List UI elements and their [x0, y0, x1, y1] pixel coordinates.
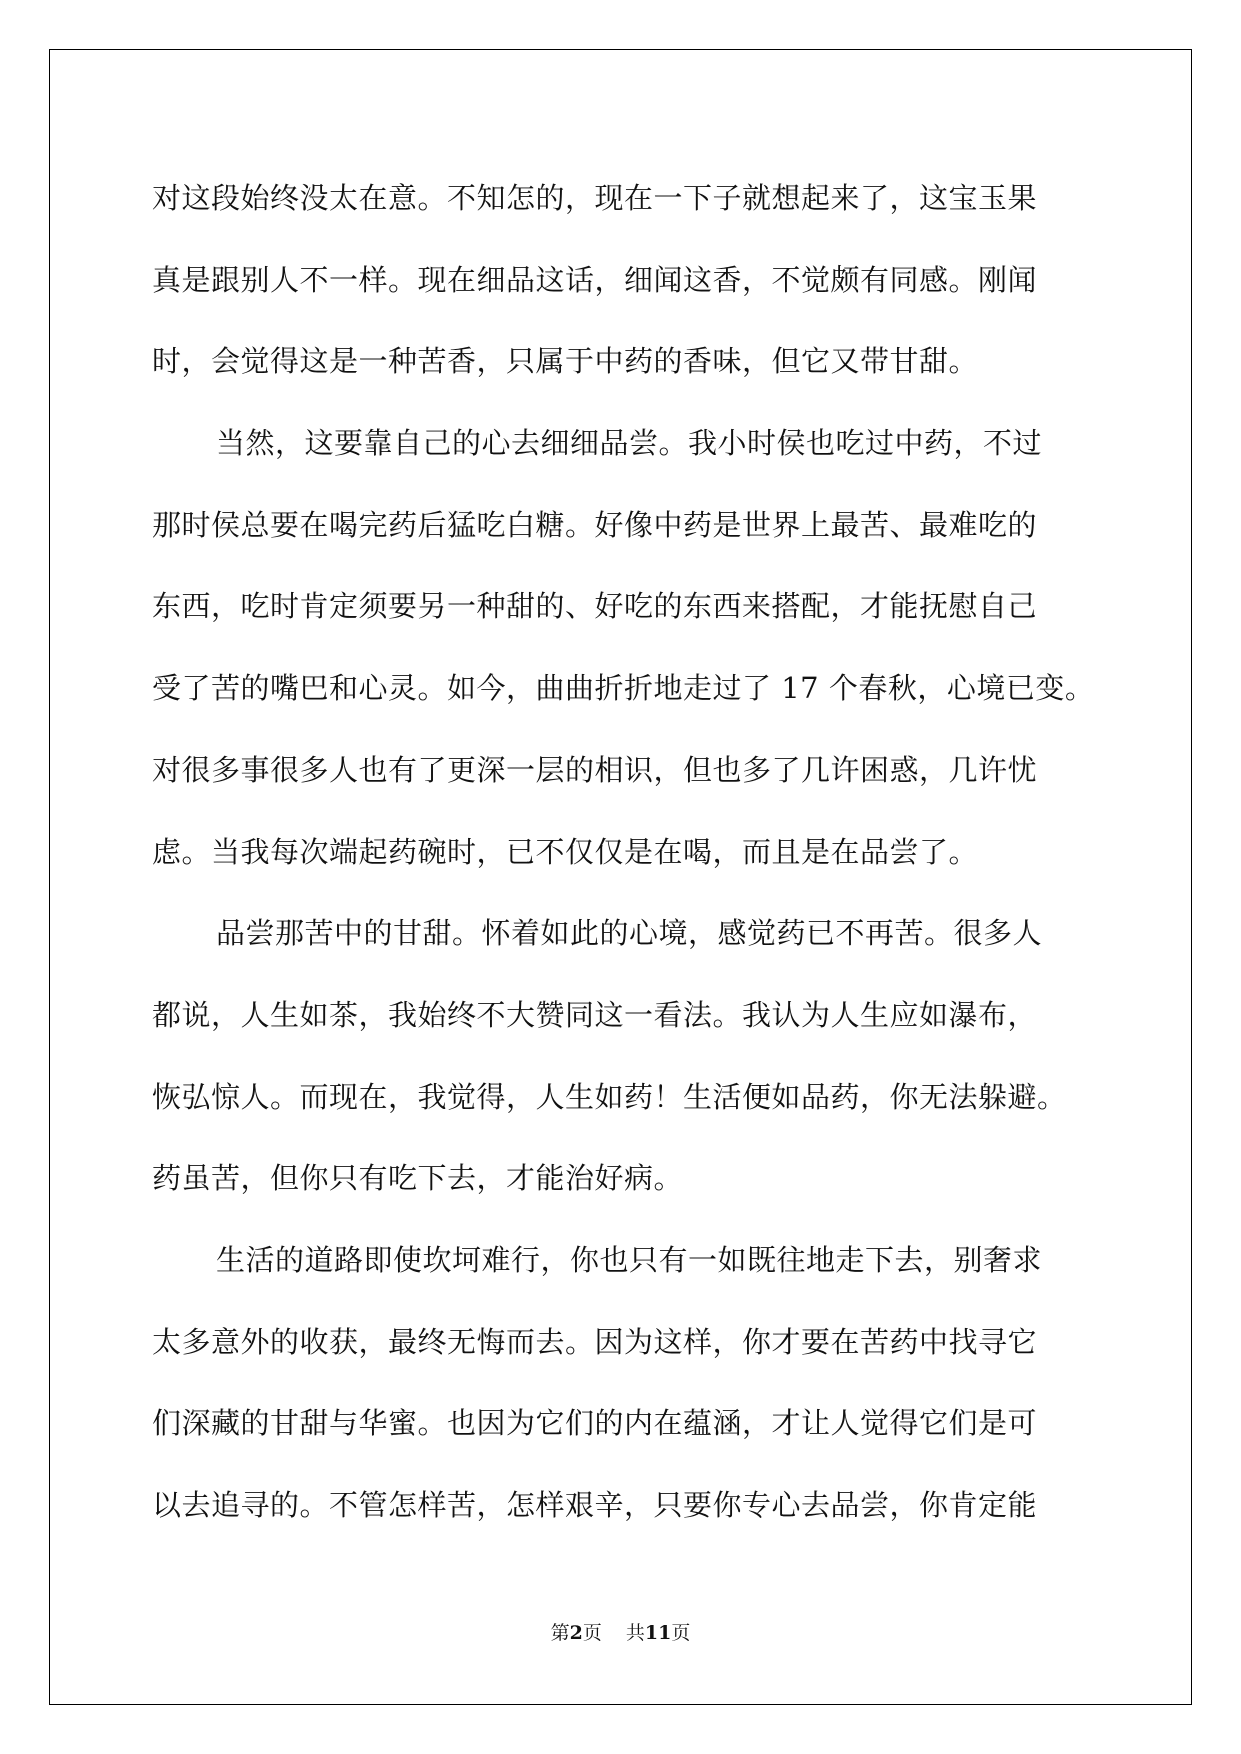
page-footer	[0, 1618, 1241, 1645]
total-prefix: 共	[625, 1622, 645, 1644]
text-line: 们深藏的甘甜与华蜜。也因为它们的内在蕴涵，才让人觉得它们是可	[152, 1406, 1038, 1441]
document-body	[152, 158, 1095, 1547]
text-line: 对很多事很多人也有了更深一层的相识，但也多了几许困惑，几许忧	[152, 752, 1038, 787]
text-line: 虑。当我每次端起药碗时，已不仅仅是在喝，而且是在品尝了。	[152, 834, 979, 869]
total-pages: 11	[644, 1622, 672, 1644]
text-line: 那时侯总要在喝完药后猛吃白糖。好像中药是世界上最苦、最难吃的	[152, 507, 1038, 542]
text-line: 当然，这要靠自己的心去细细品尝。我小时侯也吃过中药，不过	[216, 426, 1043, 461]
text-line: 东西，吃时肯定须要另一种甜的、好吃的东西来搭配，才能抚慰自己	[152, 589, 1038, 624]
text-line: 药虽苦，但你只有吃下去，才能治好病。	[152, 1161, 684, 1196]
text-line: 对这段始终没太在意。不知怎的，现在一下子就想起来了，这宝玉果	[152, 181, 1038, 215]
text-line: 太多意外的收获，最终无悔而去。因为这样，你才要在苦药中找寻它	[152, 1324, 1038, 1359]
text-line: 受了苦的嘴巴和心灵。如今，曲曲折折地走过了 17 个春秋，心境已变。	[152, 671, 1095, 706]
total-suffix: 页	[671, 1622, 691, 1644]
text-line: 以去追寻的。不管怎样苦，怎样艰辛，只要你专心去品尝，你肯定能	[152, 1488, 1038, 1522]
text-line: 真是跟别人不一样。现在细品这话，细闻这香，不觉颇有同感。刚闻	[152, 262, 1038, 297]
text-line: 恢弘惊人。而现在，我觉得，人生如药！生活便如品药，你无法躲避。	[152, 1079, 1067, 1114]
text-line: 品尝那苦中的甘甜。怀着如此的心境，感觉药已不再苦。很多人	[216, 916, 1043, 951]
page-number: 2	[569, 1622, 583, 1644]
text-line: 都说，人生如茶，我始终不大赞同这一看法。我认为人生应如瀑布，	[152, 997, 1038, 1032]
page-suffix: 页	[582, 1622, 602, 1644]
text-line: 时，会觉得这是一种苦香，只属于中药的香味，但它又带甘甜。	[152, 344, 979, 379]
page-prefix: 第	[550, 1622, 570, 1644]
text-line: 生活的道路即使坎坷难行，你也只有一如既往地走下去，别奢求	[216, 1242, 1043, 1277]
